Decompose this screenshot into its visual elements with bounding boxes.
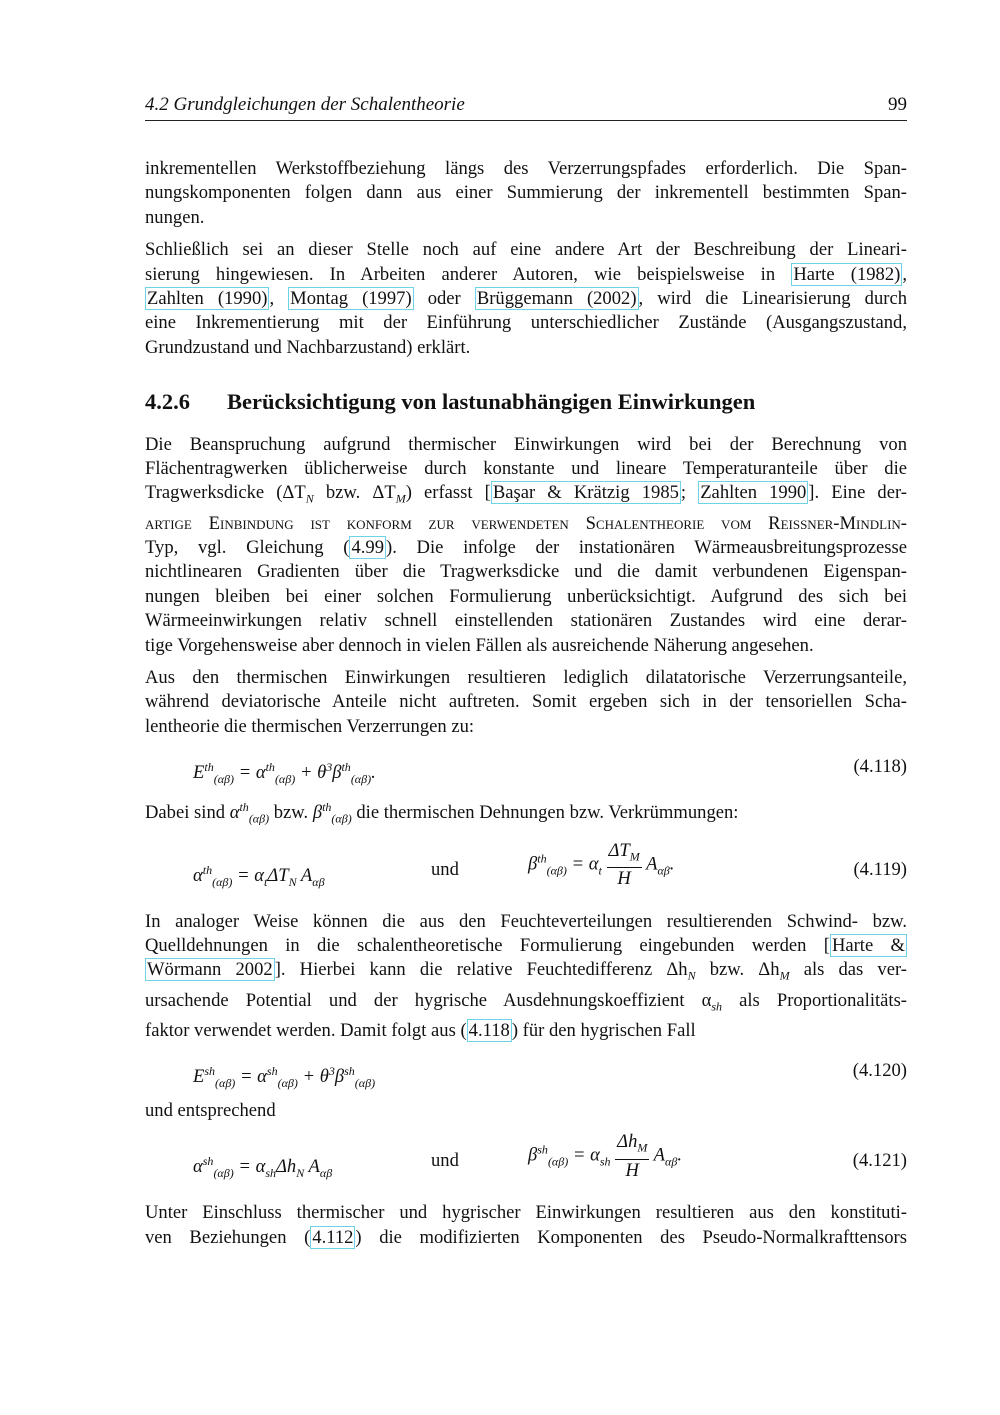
paragraph-6: In analoger Weise können die aus den Feuchteverteilungen resultierenden Schwind- bzw. Quelldehnungen in die schalentheoretische Formulierung eingebunden werden [ Harte & Wörmann 2002 ]. Hierbei kann die relative Feuchtedifferenz $\Delta h_N$ bzw. $\Delta h_M$ als das ver- ursachende Potential und der hygrische Ausdehnungskoeffizient $\alpha_{sh}$ als Proportionalitäts- faktor verwendet werden. Damit folgt aus ( 4.118 ) für den hygrischen Fall xyxy=(145,910,907,1041)
equation-number: (4.119) xyxy=(853,858,907,880)
citation-link[interactable]: Başar & Krätzig 1985 xyxy=(492,482,679,504)
paragraph-1: inkrementellen Werkstoffbeziehung längs des Verzerrungspfades erforderlich. Die Span- nungskomponenten folgen dann aus einer Summierung der inkrementell bestimmten Span- nungen. xyxy=(145,158,907,228)
section-heading xyxy=(145,390,907,414)
paragraph-2: Schließlich sei an dieser Stelle noch auf eine andere Art der Beschreibung der Lineari- sierung hingewiesen. In Arbeiten anderer Autoren, wie beispielsweise in Harte (1982) , Zahlten (1990) , Montag (1997) oder Brüggemann (2002) , wird die Linearisierung durch eine Inkrementierung mit der Einführung unterschiedlicher Zustände (Ausgangszustand, Grundzustand und Nachbarzustand) erklärt. xyxy=(145,239,907,358)
citation-link[interactable]: Zahlten (1990) xyxy=(147,288,268,310)
equation-4-118: $E^{th}_{(\alpha\beta)} = \alpha^{th}_{(\alpha\beta)} + \theta^3\beta^{th}_{(\alpha\beta)}$. (4.118) xyxy=(193,756,907,787)
equation-4-121: $\alpha^{sh}_{(\alpha\beta)} = \alpha_{sh}\Delta h_N$ $A_{\alpha\beta}$ und $\beta^{sh}_{(\alpha\beta)} = \alpha_{sh}$ $\frac{\Delta h_M}{H}$ $A_{\alpha\beta}$. (4.121) xyxy=(193,1131,907,1182)
citation-link[interactable]: Brüggemann (2002) xyxy=(476,288,637,310)
equation-4-119: $\alpha^{th}_{(\alpha\beta)} = \alpha_t\Delta T_N$ $A_{\alpha\beta}$ und $\beta^{th}_{(\alpha\beta)} = \alpha_t$ $\frac{\Delta T_M}{H}$ $A_{\alpha\beta}$. (4.119) xyxy=(193,839,907,890)
running-header xyxy=(145,92,907,121)
equation-link[interactable]: 4.118 xyxy=(468,1019,510,1041)
citation-link[interactable]: Harte (1982) xyxy=(793,263,901,285)
equation-link[interactable]: 4.99 xyxy=(351,537,384,558)
equation-number: (4.118) xyxy=(853,756,907,778)
citation-link[interactable]: Harte & xyxy=(831,934,905,956)
section-title: Berücksichtigung von lastunabhängigen Einwirkungen xyxy=(227,389,756,415)
paragraph-7: und entsprechend xyxy=(145,1100,276,1122)
page-body xyxy=(145,157,907,1258)
citation-link[interactable]: Montag (1997) xyxy=(290,288,412,310)
section-number: 4.2.6 xyxy=(145,389,190,415)
equation-number: (4.120) xyxy=(852,1060,907,1082)
equation-4-120: $E^{sh}_{(\alpha\beta)} = \alpha^{sh}_{(\alpha\beta)} + \theta^3\beta^{sh}_{(\alpha\beta)}$ (4.120) xyxy=(193,1060,907,1090)
equation-number: (4.121) xyxy=(852,1150,907,1172)
paragraph-8: Unter Einschluss thermischer und hygrischer Einwirkungen resultieren aus den konstituti- ven Beziehungen ( 4.112 ) die modifizierten Komponenten des Pseudo-Normalkrafttensors xyxy=(145,1202,907,1248)
citation-link[interactable]: Zahlten 1990 xyxy=(700,482,807,504)
header-title: 4.2 Grundgleichungen der Schalentheorie xyxy=(145,94,465,115)
paragraph-3: Die Beanspruchung aufgrund thermischer Einwirkungen wird bei der Berechnung von Flächentragwerken üblicherweise durch konstante und lineare Temperaturanteile über die Tragwerksdicke ($\Delta T_N$ bzw. $\Delta T_M$) erfasst [ Başar & Krätzig 1985 ; Zahlten 1990 ]. Eine der- artige Einbindung ist konform zur verwendeten Schalentheorie vom Reissner-Mindlin- Typ, vgl. Gleichung ( 4.99 ). Die infolge der instationären Wärmeausbreitungsprozesse nichtlinearen Gradienten über die Tragwerksdicke und die damit verbundenen Eigenspan- nungen bleiben bei einer solchen Formulierung unberücksichtigt. Aufgrund des sich bei Wärmeeinwirkungen relativ schnell einstellenden stationären Zustandes wird eine derar- tige Vorgehensweise aber dennoch in vielen Fällen als ausreichende Näherung angesehen. xyxy=(145,433,907,656)
equation-link[interactable]: 4.112 xyxy=(312,1226,354,1248)
citation-link[interactable]: Wörmann 2002 xyxy=(147,959,273,981)
paragraph-4: Aus den thermischen Einwirkungen resultieren lediglich dilatatorische Verzerrungsanteile, während deviatorische Anteile nicht auftreten. Somit ergeben sich in der tensoriellen Scha- lentheorie die thermischen Verzerrungen zu: xyxy=(145,667,907,737)
page-number: 99 xyxy=(888,94,907,115)
paragraph-5: Dabei sind $\alpha^{th}_{(\alpha\beta)}$ bzw. $\beta^{th}_{(\alpha\beta)}$ die thermischen Dehnungen bzw. Verkrümmungen: xyxy=(145,800,739,827)
